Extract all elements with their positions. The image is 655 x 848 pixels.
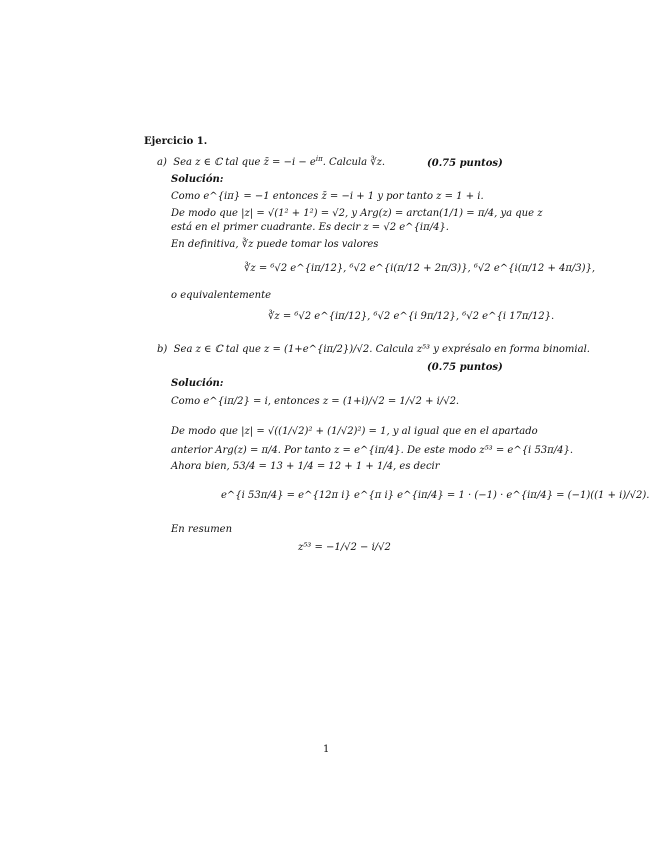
part-a-line-1: Como e^{iπ} = −1 entonces z̄ = −i + 1 y por tanto z = 1 + i.: [171, 191, 484, 202]
part-a-text-end: . Calcula ∛z.: [322, 157, 386, 168]
part-a-line-3: está en el primer cuadrante. Es decir z = √2 e^{iπ/4}.: [171, 222, 449, 233]
part-b-equation-1: e^{i 53π/4} = e^{12π i} e^{π i} e^{iπ/4} = 1 · (−1) · e^{iπ/4} = (−1)((1 + i)/√2).: [221, 490, 650, 501]
part-a-text: Sea z ∈ ℂ tal que z̄ = −i − e: [173, 157, 316, 168]
part-b-points: (0.75 puntos): [427, 362, 503, 373]
part-a-statement: [157, 155, 386, 168]
part-a-line-5: o equivalentemente: [171, 290, 272, 301]
part-a-points: (0.75 puntos): [427, 158, 503, 169]
part-a-label: a): [157, 157, 167, 168]
part-a-exp: iπ: [315, 155, 323, 163]
page-number: 1: [323, 744, 330, 755]
part-b-line-1: Como e^{iπ/2} = i, entonces z = (1+i)/√2 = 1/√2 + i/√2.: [171, 396, 460, 407]
part-b-text: Sea z ∈ ℂ tal que z = (1+e^{iπ/2})/√2. Calcula z⁵³ y exprésalo en forma binomial.: [173, 344, 590, 355]
part-a-line-4: En definitiva, ∛z puede tomar los valores: [171, 239, 379, 250]
part-b-line-3: anterior Arg(z) = π/4. Por tanto z = e^{iπ/4}. De este modo z⁵³ = e^{i 53π/4}.: [171, 445, 574, 456]
part-b-line-4: Ahora bien, 53/4 = 13 + 1/4 = 12 + 1 + 1/4, es decir: [171, 461, 440, 472]
part-a-equation-2: ∛z = ⁶√2 e^{iπ/12}, ⁶√2 e^{i 9π/12}, ⁶√2 e^{i 17π/12}.: [268, 311, 555, 322]
part-a-equation-1: ∛z = ⁶√2 e^{iπ/12}, ⁶√2 e^{i(π/12 + 2π/3)}, ⁶√2 e^{i(π/12 + 4π/3)},: [244, 263, 596, 274]
exercise-heading: Ejercicio 1.: [144, 136, 208, 147]
part-a-line-2: De modo que |z| = √(1² + 1²) = √2, y Arg(z) = arctan(1/1) = π/4, ya que z: [171, 208, 543, 219]
part-b-statement: [157, 345, 590, 355]
part-b-label: b): [157, 344, 168, 355]
part-a-solution-label: Solución:: [171, 174, 224, 185]
part-b-solution-label: Solución:: [171, 378, 224, 389]
part-b-equation-2: z⁵³ = −1/√2 − i/√2: [298, 542, 391, 553]
part-b-line-2: De modo que |z| = √((1/√2)² + (1/√2)²) = 1, y al igual que en el apartado: [171, 426, 538, 437]
part-b-line-5: En resumen: [171, 524, 233, 535]
